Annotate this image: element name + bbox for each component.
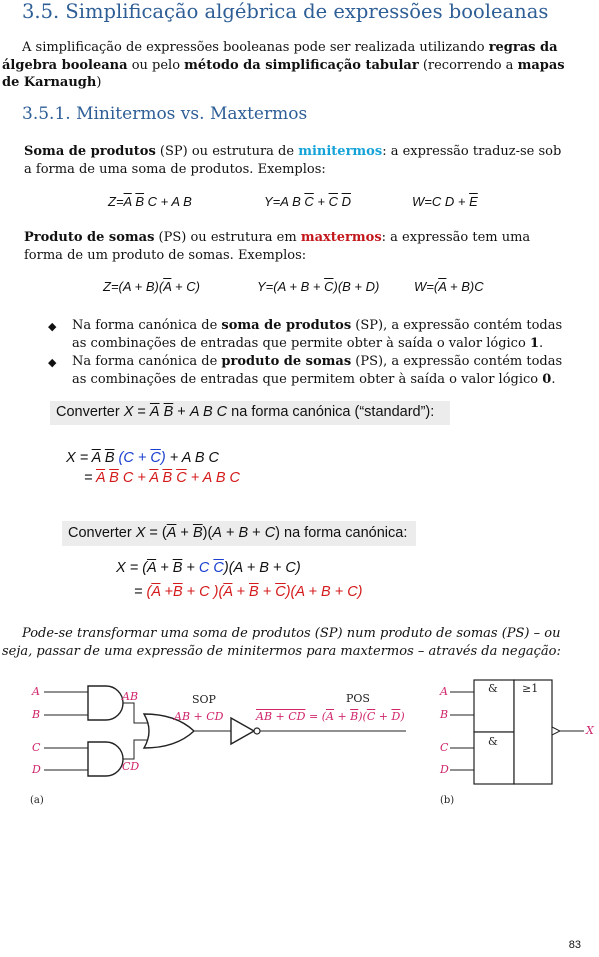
input-c-label: C: [32, 741, 41, 754]
iec-or-symbol: ≥1: [522, 682, 539, 695]
pos-label: POS: [346, 692, 370, 705]
input-d-label: D: [32, 763, 41, 776]
bullet-ps: Na forma canónica de produto de somas (PS), a expressão contém todas as combinações de entradas que permitem obter à saída o valor lógico 0.: [72, 354, 563, 387]
iec-symbol-figure: [438, 678, 598, 798]
sp-paragraph: Soma de produtos (SP) ou estrutura de minitermos: a expressão traduz-se sob a forma de uma soma de produtos. Exemplos:: [24, 144, 562, 177]
box2-line1: $X = (\overline{A} + \overline{B} + C$ $\overline{C})(A + B + C)$: [116, 560, 301, 576]
sop-label: SOP: [192, 693, 216, 706]
sop-expression: AB + CD: [174, 710, 224, 723]
sp-example-y: Y=A B $\overline{C} + \overline{C}$ $\overline{D}$: [264, 194, 351, 209]
and-gate-cd-icon: [88, 742, 123, 776]
pos-expression: AB + CD = $(\overline{A} + \overline{B})(\overline{C} + \overline{D})$: [256, 710, 405, 723]
box2-title: Converter $X = (\overline{A} + \overline{B})(A + B + C)$ na forma canónica:: [68, 525, 408, 541]
box1-title: Converter $X = \overline{A}$ $\overline{B} + A$ B C na forma canónica (“standard”):: [56, 404, 435, 420]
box1-line1: $X = \overline{A}$ $\overline{B}$ $(C + \overline{C}) + A$ B C: [66, 450, 220, 466]
iec-and-symbol-1: &: [488, 682, 498, 695]
box2-line2: = ($\overline{A} +\overline{B} + C$ )$(\overline{A} + \overline{B} + \overline{C})(A + B + C)$: [134, 584, 363, 600]
page-number: 83: [568, 939, 581, 951]
caption-a: (a): [30, 795, 44, 806]
subsection-heading: 3.5.1. Minitermos vs. Maxtermos: [22, 104, 308, 124]
input-a-label: A: [32, 685, 40, 698]
sp-example-w: W=C $D + \overline{E}$: [412, 194, 478, 209]
iec-and-symbol-2: &: [488, 735, 498, 748]
ps-example-w: $W=(\overline{A} + B)C$: [414, 279, 484, 294]
bullet-diamond-icon: ◆: [48, 320, 57, 333]
not-gate-icon: [231, 718, 254, 744]
iec-input-a: A: [440, 685, 448, 698]
bullet-sp: Na forma canónica de soma de produtos (SP), a expressão contém todas as combinações de entradas que permite obter à saída o valor lógico 1.: [72, 318, 563, 351]
iec-input-b: B: [440, 708, 449, 721]
section-heading: 3.5. Simplificação algébrica de expressões booleanas: [22, 0, 549, 23]
and-gate-ab-icon: [88, 686, 123, 720]
negation-paragraph: Pode-se transformar uma soma de produtos (SP) num produto de somas (PS) – ou seja, passar de uma expressão de minitermos para maxtermos – através da negação:: [2, 626, 561, 659]
cd-label: CD: [122, 760, 140, 773]
bullet-diamond-icon: ◆: [48, 356, 57, 369]
input-b-label: B: [32, 708, 41, 721]
iec-output-x: X: [586, 724, 594, 737]
ps-paragraph: Produto de somas (PS) ou estrutura em maxtermos: a expressão tem uma forma de um produto de somas. Exemplos:: [24, 230, 531, 263]
ps-example-y: $Y=(A + B + \overline{C})(B + D)$: [257, 279, 380, 294]
ab-label: AB: [122, 690, 139, 703]
box1-line2: = $\overline{A}$ $\overline{B}$ $C + \overline{A}$ $\overline{B}$ $\overline{C} + A$ B C: [84, 470, 240, 486]
sp-example-z: $Z=\overline{A}$ $\overline{B}$ C + A B: [108, 194, 192, 209]
iec-input-c: C: [440, 741, 449, 754]
ps-example-z: $Z=(A + B)(\overline{A} + C)$: [103, 279, 200, 294]
intro-paragraph: A simplificação de expressões booleanas pode ser realizada utilizando regras da álgebra booleana ou pelo método da simplificação tabular (recorrendo a mapas de Karnaugh): [2, 40, 565, 90]
iec-input-d: D: [440, 763, 449, 776]
caption-b: (b): [440, 795, 455, 806]
